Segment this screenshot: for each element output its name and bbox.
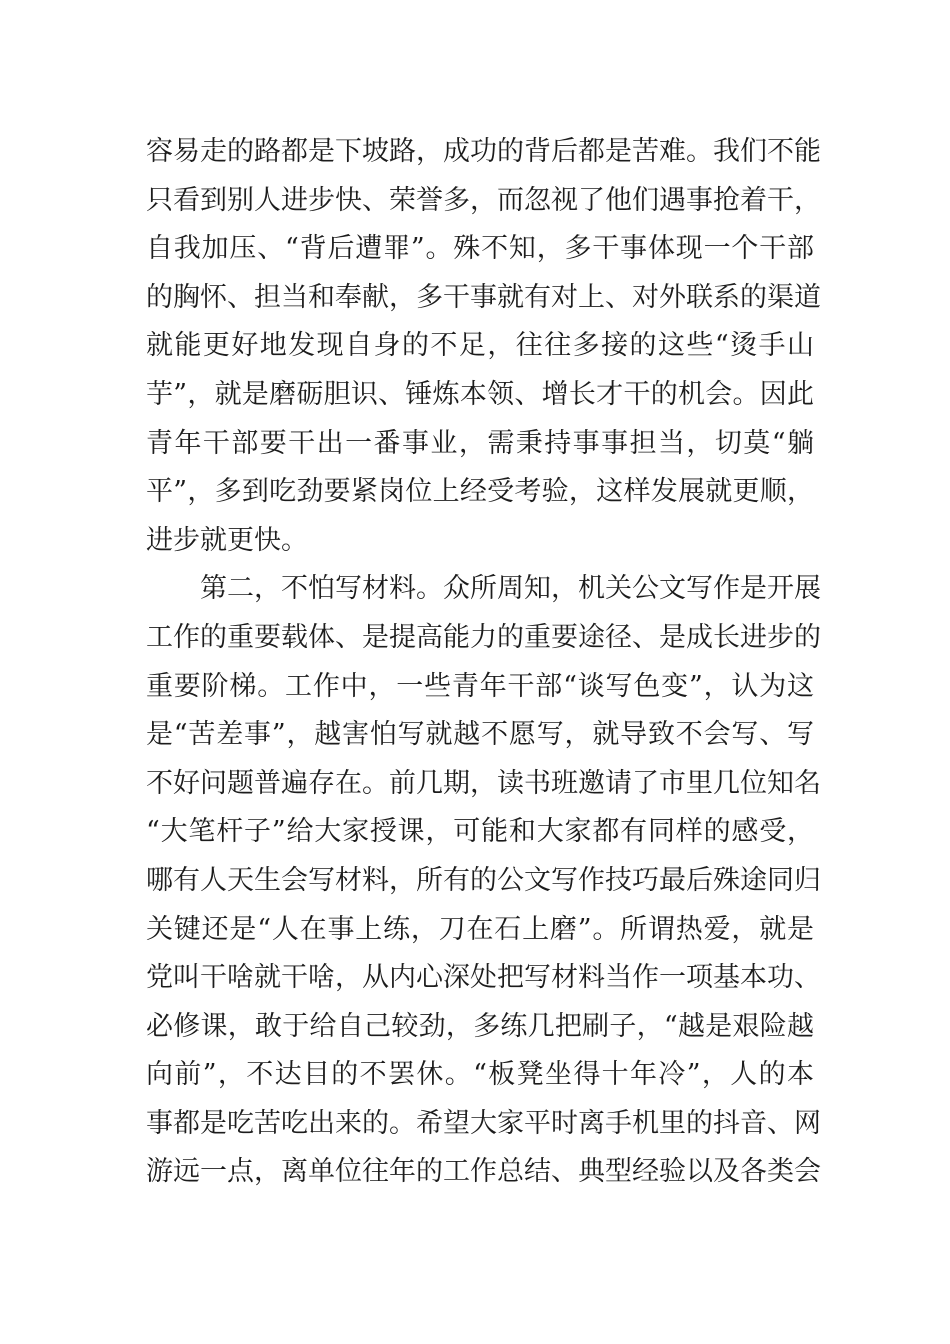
text-line: 事都是吃苦吃出来的。希望大家平时离手机里的抖音、网 — [146, 1107, 821, 1139]
text-line: “大笔杆子”给大家授课，可能和大家都有同样的感受， — [146, 816, 814, 848]
text-line: 就能更好地发现自身的不足，往往多接的这些“烫手山 — [146, 330, 814, 362]
text-line: 关键还是“人在事上练，刀在石上磨”。所谓热爱，就是 — [146, 913, 814, 945]
text-line: 工作的重要载体、是提高能力的重要途径、是成长进步的 — [146, 621, 821, 653]
text-line: 必修课，敢于给自己较劲，多练几把刷子，“越是艰险越 — [146, 1010, 814, 1042]
text-line: 是“苦差事”，越害怕写就越不愿写，就导致不会写、写 — [146, 719, 814, 751]
text-line: 芋”，就是磨砺胆识、锤炼本领、增长才干的机会。因此 — [146, 378, 814, 410]
document-body — [146, 128, 821, 1197]
text-line: 向前”，不达目的不罢休。“板凳坐得十年冷”，人的本 — [146, 1059, 814, 1091]
text-line: 只看到别人进步快、荣誉多，而忽视了他们遇事抢着干， — [146, 184, 821, 216]
text-line: 党叫干啥就干啥，从内心深处把写材料当作一项基本功、 — [146, 962, 821, 994]
text-line: 哪有人天生会写材料，所有的公文写作技巧最后殊途同归 — [146, 864, 821, 896]
text-line: 游远一点，离单位往年的工作总结、典型经验以及各类会 — [146, 1156, 821, 1188]
paragraph-start-line: 第二，不怕写材料。众所周知，机关公文写作是开展 — [200, 573, 821, 605]
text-line: 容易走的路都是下坡路，成功的背后都是苦难。我们不能 — [146, 136, 821, 167]
text-line: 重要阶梯。工作中，一些青年干部“谈写色变”，认为这 — [146, 670, 814, 702]
text-line: 平”，多到吃劲要紧岗位上经受考验，这样发展就更顺， — [146, 476, 814, 508]
text-line: 青年干部要干出一番事业，需秉持事事担当，切莫“躺 — [146, 427, 814, 459]
text-line: 的胸怀、担当和奉献，多干事就有对上、对外联系的渠道 — [146, 281, 821, 313]
paragraph-end-line: 进步就更快。 — [146, 524, 308, 556]
text-line: 自我加压、“背后遭罪”。殊不知，多干事体现一个干部 — [146, 233, 814, 265]
text-line: 不好问题普遍存在。前几期，读书班邀请了市里几位知名 — [146, 767, 821, 799]
